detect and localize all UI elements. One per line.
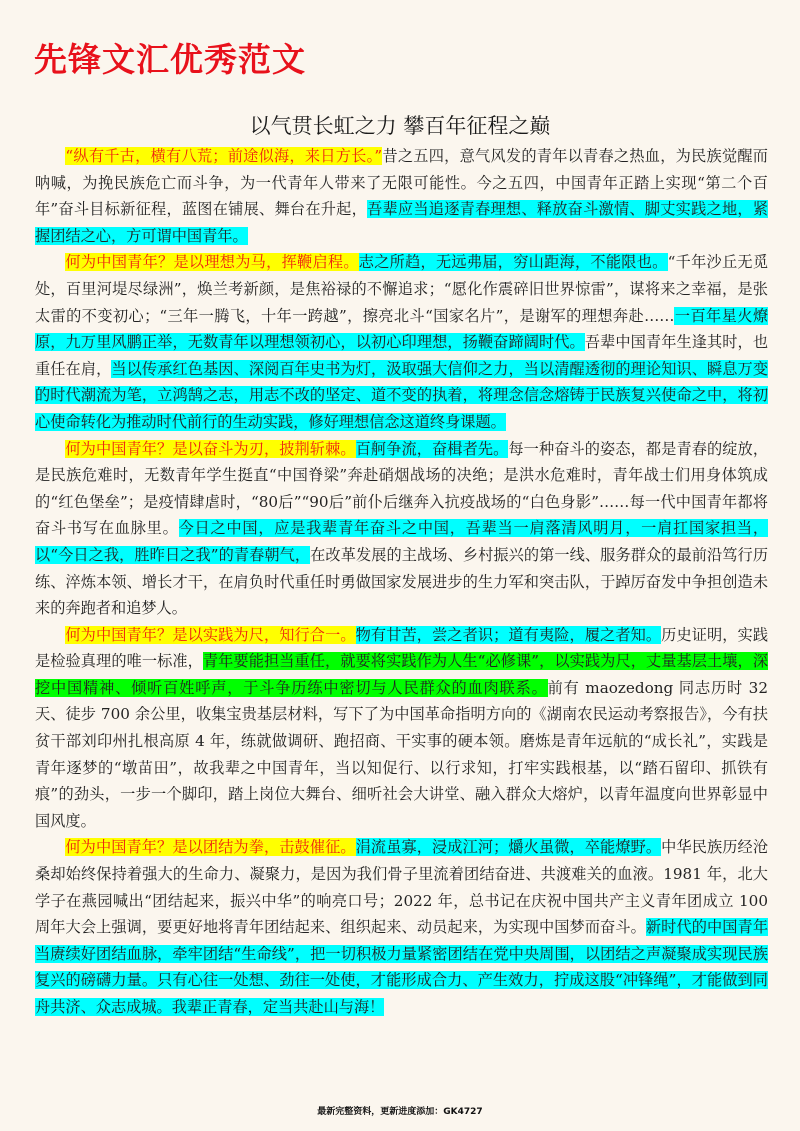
- paragraph-text: 历史证明，实践是检验真理的唯一标准，: [35, 625, 769, 671]
- paragraph-text: 昔之五四，意气风发的青年以青春之热血，为民族觉醒而呐喊，为挽民族危亡而斗争，为一代青年人带来了无限可能性。今之五四，中国青年正踏上实现“第二个百年”奋斗目标新征程，蓝图在铺展、舞台在升起，: [35, 147, 768, 219]
- highlighted-text: 青年要能担当重任，就要将实践作为人生“必修课”，以实践为尺，丈量基层土壤，深挖中国精神、倾听百姓呼声，于斗争历练中密切与人民群众的血肉联系。: [35, 652, 769, 697]
- highlighted-text: 今日之中国，应是我辈青年奋斗之中国，吾辈当一肩落清风明月，一肩扛国家担当，以“今日之我，胜昨日之我”的青春朝气，: [35, 519, 768, 564]
- highlighted-text: 物有甘苦，尝之者识；道有夷险，履之者知。: [355, 625, 662, 644]
- paragraph-text: 在改革发展的主战场、乡村振兴的第一线、服务群众的最前沿笃行历练、淬炼本领、增长才干，在肩负时代重任时勇做国家发展进步的生力军和突击队，于踔厉奋发中争担创造未来的奔跑者和追梦人。: [35, 545, 769, 618]
- paragraph: [35, 834, 768, 1020]
- highlighted-text: 百舸争流，奋楫者先。: [355, 439, 509, 458]
- highlighted-text: 涓流虽寡，浸成江河；爝火虽微，卒能燎野。: [355, 838, 662, 857]
- highlighted-text: 何为中国青年？是以实践为尺，知行合一。: [65, 625, 356, 644]
- paragraph: [35, 622, 768, 835]
- highlighted-text: 何为中国青年？是以团结为拳，击鼓催征。: [65, 838, 356, 857]
- paragraph-text: 每一种奋斗的姿态，都是青春的绽放，是民族危难时，无数青年学生挺直“中国脊梁”奔赴硝烟战场的决绝；是洪水危难时，青年战士们用身体筑成的“红色堡垒”；是疫情肆虐时，“80后”“90后”前仆后继奔入抗疫战场的“白色身影”……每一代中国青年都将奋斗书写在血脉里。: [35, 439, 769, 538]
- paragraph: [35, 249, 768, 435]
- highlighted-text: 一百年星火燎原，九万里风鹏正举，无数青年以理想领初心，以初心印理想，扬鞭奋蹄阔时代。: [35, 306, 769, 352]
- highlighted-text: 志之所趋，无远弗届，穷山距海，不能限也。: [358, 253, 668, 272]
- highlighted-text: 何为中国青年？是以奋斗为刃，披荆斩棘。: [65, 439, 356, 458]
- article-body: [35, 143, 768, 1021]
- highlighted-text: “纵有千古，横有八荒；前途似海，来日方长。”: [65, 147, 383, 165]
- paragraph-text: “千年沙丘无觅处，百里河堤尽绿洲”，焕兰考新颜，是焦裕禄的不懈追求；“愿化作震碎旧世界惊雷”，谋将来之幸福，是张太雷的不变初心；“三年一腾飞，十年一跨越”，擦亮北斗“国家名片”，是谢军的理想奔赴……: [35, 253, 769, 325]
- highlighted-text: 新时代的中国青年当赓续好团结血脉，牵牢团结“生命线”，把一切积极力量紧密团结在党中央周围，以团结之声凝聚成实现民族复兴的磅礴力量。只有心往一处想、劲往一处使，才能形成合力、产生效力，拧成这股“冲锋绳”，才能做到同舟共济、众志成城。我辈正青春，定当共赴山与海！: [35, 918, 769, 1016]
- highlighted-text: 何为中国青年？是以理想为马，挥鞭启程。: [65, 253, 359, 272]
- highlighted-text: 当以传承红色基因、深阅百年史书为灯，汲取强大信仰之力，当以清醒透彻的理论知识、瞬息万变的时代潮流为笔，立鸿鹄之志，用志不改的坚定、道不变的执着，将理念信念熔铸于民族复兴使命之中，将初心使命转化为推动时代前行的生动实践，修好理想信念这道终身课题。: [35, 359, 769, 431]
- footer-note: 最新完整资料，更新进度添加：GK4727: [317, 1107, 483, 1117]
- paragraph: [35, 143, 768, 249]
- paragraph: [35, 436, 768, 622]
- article-title: 以气贯长虹之力 攀百年征程之巅: [249, 114, 551, 138]
- highlighted-text: 吾辈应当追逐青春理想、释放奋斗激情、脚丈实践之地，紧握团结之心，方可谓中国青年。: [35, 200, 769, 245]
- paragraph-text: 前有 maozedong 同志历时 32 天、徒步 700 余公里，收集宝贵基层材料，写下了为中国革命指明方向的《湖南农民运动考察报告》，今有扶贫干部刘印州扎根高原 4 年，练就做调研、跑招商、干实事的硬本领。磨炼是青年远航的“成长礼”，实践是青年逐梦的“墩苗田”，故我辈之中国青年，当以知促行、以行求知，打牢实践根基，以“踏石留印、抓铁有痕”的劲头，一步一个脚印，踏上岗位大舞台、细听社会大讲堂、融入群众大熔炉，以青年温度向世界彰显中国风度。: [35, 678, 768, 830]
- paragraph-text: 吾辈中国青年生逢其时，也重任在肩，: [35, 333, 769, 378]
- brand-title: 先锋文汇优秀范文: [34, 40, 306, 79]
- paragraph-text: 中华民族历经沧桑却始终保持着强大的生命力、凝聚力，是因为我们骨子里流着团结奋进、共渡难关的血液。1981 年，北大学子在燕园喊出“团结起来，振兴中华”的响亮口号；2022 年，总书记在庆祝中国共产主义青年团成立 100 周年大会上强调，要更好地将青年团结起来、组织起来、动员起来，为实现中国梦而奋斗。: [35, 838, 769, 937]
